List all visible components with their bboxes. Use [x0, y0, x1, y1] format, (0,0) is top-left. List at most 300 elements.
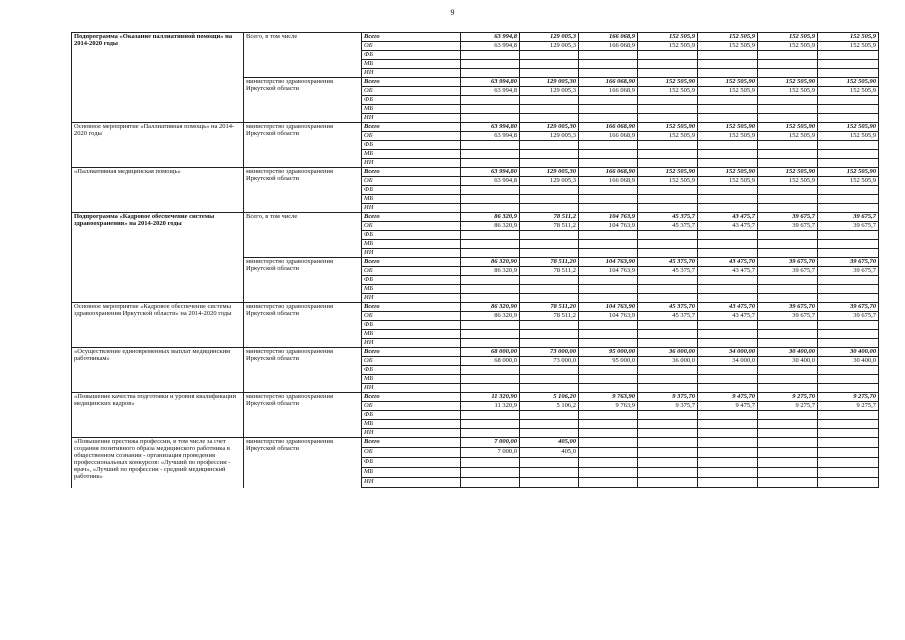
year-value [520, 96, 579, 105]
year-value [579, 249, 638, 258]
year-value [818, 429, 879, 438]
funding-source: ФБ [362, 321, 461, 330]
funding-source: ИИ [362, 114, 461, 123]
table-row [72, 213, 879, 222]
year-value: 9 475,7 [698, 402, 758, 411]
funding-source: ИИ [362, 384, 461, 393]
year-value [818, 231, 879, 240]
year-value [818, 60, 879, 69]
funding-source: Всего [362, 168, 461, 177]
year-value [698, 384, 758, 393]
year-value [638, 366, 698, 375]
year-value: 63 994,8 [461, 177, 520, 186]
funding-source: МБ [362, 60, 461, 69]
year-value [758, 448, 818, 458]
year-value [818, 294, 879, 303]
year-value [579, 366, 638, 375]
year-value: 63 994,8 [461, 132, 520, 141]
year-value: 45 375,7 [638, 222, 698, 231]
year-value [461, 150, 520, 159]
year-value [638, 339, 698, 348]
table-row [72, 78, 879, 87]
year-value: 152 505,90 [818, 78, 879, 87]
funding-source: ОБ [362, 267, 461, 276]
year-value [520, 294, 579, 303]
year-value: 63 994,80 [461, 123, 520, 132]
year-value: 39 675,70 [818, 303, 879, 312]
year-value [818, 468, 879, 478]
year-value [520, 249, 579, 258]
year-value: 152 505,9 [638, 177, 698, 186]
year-value: 34 000,0 [698, 357, 758, 366]
year-value: 166 068,9 [579, 87, 638, 96]
year-value: 9 763,9 [579, 402, 638, 411]
funding-source: ОБ [362, 132, 461, 141]
year-value [461, 141, 520, 150]
year-value [520, 468, 579, 478]
year-value: 129 005,30 [520, 168, 579, 177]
measure-name: Подпрограмма «Оказание паллиативной помощи» на 2014-2020 годы [72, 33, 244, 78]
table-row [72, 393, 879, 402]
year-value: 34 000,00 [698, 348, 758, 357]
funding-source: Всего [362, 78, 461, 87]
year-value [579, 429, 638, 438]
page-number: 9 [450, 8, 455, 17]
funding-source: Всего [362, 303, 461, 312]
year-value: 152 505,9 [818, 42, 879, 51]
year-value [758, 231, 818, 240]
table-row [72, 123, 879, 132]
year-value: 152 505,90 [638, 168, 698, 177]
year-value: 152 505,9 [638, 87, 698, 96]
year-value [818, 478, 879, 488]
year-value: 45 375,7 [638, 213, 698, 222]
funding-source: ФБ [362, 231, 461, 240]
year-value: 39 675,7 [758, 213, 818, 222]
executor-cell: министерство здравоохранения Иркутской области [244, 348, 362, 393]
year-value [638, 114, 698, 123]
year-value [461, 321, 520, 330]
year-value [818, 366, 879, 375]
year-value [638, 276, 698, 285]
year-value: 30 400,0 [818, 357, 879, 366]
year-value: 104 763,9 [579, 213, 638, 222]
year-value: 39 675,7 [758, 312, 818, 321]
year-value: 104 763,90 [579, 258, 638, 267]
year-value [520, 285, 579, 294]
funding-source: МБ [362, 195, 461, 204]
year-value [579, 69, 638, 78]
year-value [698, 150, 758, 159]
year-value: 129 005,3 [520, 87, 579, 96]
year-value [520, 69, 579, 78]
year-value: 43 475,70 [698, 303, 758, 312]
year-value: 9 475,70 [698, 393, 758, 402]
funding-source: Всего [362, 438, 461, 448]
year-value [698, 249, 758, 258]
year-value: 63 994,80 [461, 168, 520, 177]
year-value [758, 60, 818, 69]
year-value [638, 448, 698, 458]
measure-name [72, 78, 244, 123]
year-value [698, 60, 758, 69]
year-value [520, 366, 579, 375]
year-value: 152 505,9 [758, 132, 818, 141]
year-value [818, 448, 879, 458]
year-value [758, 321, 818, 330]
year-value [698, 195, 758, 204]
measure-name: Основное мероприятие «Кадровое обеспечение системы здравоохранения Иркутской области» на 2014-2020 годы [72, 303, 244, 348]
year-value [698, 366, 758, 375]
year-value [758, 159, 818, 168]
year-value: 129 005,3 [520, 33, 579, 42]
year-value [461, 330, 520, 339]
year-value: 43 475,70 [698, 258, 758, 267]
year-value [461, 366, 520, 375]
year-value [758, 375, 818, 384]
year-value [579, 159, 638, 168]
year-value [520, 105, 579, 114]
year-value: 68 000,00 [461, 348, 520, 357]
year-value: 36 000,00 [638, 348, 698, 357]
year-value [638, 429, 698, 438]
year-value [461, 186, 520, 195]
year-value [758, 478, 818, 488]
year-value [698, 186, 758, 195]
year-value [818, 204, 879, 213]
year-value [520, 204, 579, 213]
funding-source: ФБ [362, 141, 461, 150]
year-value [579, 231, 638, 240]
year-value [638, 186, 698, 195]
year-value: 152 505,90 [758, 78, 818, 87]
year-value [758, 429, 818, 438]
funding-source: Всего [362, 258, 461, 267]
year-value [579, 420, 638, 429]
funding-source: ОБ [362, 222, 461, 231]
year-value: 152 505,90 [818, 168, 879, 177]
year-value [461, 384, 520, 393]
year-value: 39 675,70 [758, 303, 818, 312]
year-value: 129 005,30 [520, 123, 579, 132]
year-value [638, 330, 698, 339]
year-value [579, 375, 638, 384]
year-value [818, 339, 879, 348]
year-value [818, 375, 879, 384]
year-value: 39 675,7 [818, 312, 879, 321]
funding-source: МБ [362, 150, 461, 159]
funding-source: ФБ [362, 366, 461, 375]
executor-cell: министерство здравоохранения Иркутской области [244, 78, 362, 123]
funding-source: ОБ [362, 42, 461, 51]
year-value [638, 159, 698, 168]
year-value [579, 276, 638, 285]
year-value [520, 411, 579, 420]
year-value [638, 384, 698, 393]
year-value [579, 60, 638, 69]
year-value [520, 240, 579, 249]
year-value: 152 505,9 [698, 33, 758, 42]
year-value [698, 458, 758, 468]
year-value: 43 475,7 [698, 213, 758, 222]
year-value: 5 106,20 [520, 393, 579, 402]
year-value [520, 60, 579, 69]
year-value: 11 320,9 [461, 402, 520, 411]
year-value: 11 320,90 [461, 393, 520, 402]
year-value: 86 320,9 [461, 213, 520, 222]
year-value: 36 000,0 [638, 357, 698, 366]
year-value [698, 294, 758, 303]
year-value: 7 000,00 [461, 438, 520, 448]
year-value: 152 505,9 [698, 132, 758, 141]
year-value: 129 005,3 [520, 132, 579, 141]
year-value: 152 505,9 [758, 87, 818, 96]
year-value: 9 375,7 [638, 402, 698, 411]
year-value [818, 240, 879, 249]
measure-name: «Повышение качества подготовки и уровня квалификации медицинских кадров» [72, 393, 244, 438]
year-value [638, 285, 698, 294]
year-value [461, 69, 520, 78]
year-value [638, 150, 698, 159]
year-value [579, 285, 638, 294]
table-row [72, 438, 879, 448]
year-value [579, 150, 638, 159]
year-value [461, 420, 520, 429]
year-value: 129 005,30 [520, 78, 579, 87]
year-value [818, 51, 879, 60]
measure-name: «Паллиативная медицинская помощь» [72, 168, 244, 213]
year-value [579, 294, 638, 303]
year-value [579, 240, 638, 249]
year-value [638, 141, 698, 150]
year-value: 7 000,0 [461, 448, 520, 458]
year-value [461, 468, 520, 478]
funding-source: Всего [362, 393, 461, 402]
year-value: 39 675,7 [818, 267, 879, 276]
year-value [520, 420, 579, 429]
year-value [638, 204, 698, 213]
year-value [818, 159, 879, 168]
year-value [758, 195, 818, 204]
year-value: 30 400,00 [758, 348, 818, 357]
funding-source: ИИ [362, 249, 461, 258]
funding-source: МБ [362, 285, 461, 294]
year-value [698, 321, 758, 330]
year-value: 104 763,9 [579, 312, 638, 321]
year-value: 63 994,8 [461, 87, 520, 96]
table-row [72, 168, 879, 177]
year-value: 63 994,8 [461, 42, 520, 51]
year-value [579, 141, 638, 150]
year-value [579, 448, 638, 458]
funding-source: ИИ [362, 69, 461, 78]
year-value: 86 320,90 [461, 258, 520, 267]
year-value [758, 339, 818, 348]
year-value: 152 505,90 [638, 78, 698, 87]
year-value [638, 231, 698, 240]
year-value: 30 400,00 [818, 348, 879, 357]
year-value: 166 068,9 [579, 42, 638, 51]
year-value [638, 458, 698, 468]
funding-source: МБ [362, 468, 461, 478]
year-value: 152 505,90 [758, 123, 818, 132]
year-value [698, 429, 758, 438]
year-value: 166 068,90 [579, 123, 638, 132]
funding-source: ОБ [362, 312, 461, 321]
year-value: 45 375,70 [638, 258, 698, 267]
year-value: 43 475,7 [698, 267, 758, 276]
year-value [758, 249, 818, 258]
year-value [520, 231, 579, 240]
year-value [579, 105, 638, 114]
year-value [520, 330, 579, 339]
year-value [818, 69, 879, 78]
year-value [461, 276, 520, 285]
year-value [520, 114, 579, 123]
year-value [461, 339, 520, 348]
year-value: 405,00 [520, 438, 579, 448]
year-value [579, 339, 638, 348]
year-value: 39 675,70 [758, 258, 818, 267]
year-value: 78 511,2 [520, 267, 579, 276]
table-row [72, 258, 879, 267]
year-value [638, 96, 698, 105]
year-value [698, 285, 758, 294]
year-value [638, 468, 698, 478]
year-value: 63 994,80 [461, 78, 520, 87]
funding-source: ФБ [362, 276, 461, 285]
funding-source: ФБ [362, 411, 461, 420]
year-value [758, 141, 818, 150]
year-value [520, 51, 579, 60]
funding-source: ОБ [362, 448, 461, 458]
measure-name: «Осуществление единовременных выплат медицинским работникам» [72, 348, 244, 393]
year-value [520, 339, 579, 348]
executor-cell: Всего, в том числе [244, 33, 362, 78]
year-value [758, 276, 818, 285]
year-value [520, 458, 579, 468]
year-value [698, 420, 758, 429]
year-value [758, 411, 818, 420]
year-value [698, 159, 758, 168]
year-value [758, 330, 818, 339]
year-value [461, 114, 520, 123]
year-value [461, 195, 520, 204]
year-value [818, 114, 879, 123]
year-value [579, 195, 638, 204]
year-value [461, 51, 520, 60]
funding-source: Всего [362, 123, 461, 132]
year-value [758, 366, 818, 375]
year-value [758, 114, 818, 123]
year-value: 9 275,70 [758, 393, 818, 402]
year-value [818, 285, 879, 294]
year-value [758, 204, 818, 213]
year-value [461, 231, 520, 240]
year-value: 152 505,9 [758, 42, 818, 51]
year-value [758, 150, 818, 159]
year-value [758, 294, 818, 303]
funding-source: ФБ [362, 51, 461, 60]
year-value [579, 186, 638, 195]
year-value: 152 505,9 [698, 177, 758, 186]
year-value: 166 068,90 [579, 78, 638, 87]
year-value [638, 60, 698, 69]
year-value [638, 240, 698, 249]
year-value [520, 321, 579, 330]
year-value [818, 438, 879, 448]
year-value: 78 511,20 [520, 258, 579, 267]
year-value: 78 511,2 [520, 213, 579, 222]
year-value: 152 505,9 [818, 87, 879, 96]
year-value [579, 204, 638, 213]
year-value [579, 384, 638, 393]
year-value [638, 420, 698, 429]
executor-cell: министерство здравоохранения Иркутской области [244, 303, 362, 348]
year-value: 39 675,7 [818, 213, 879, 222]
executor-cell: министерство здравоохранения Иркутской области [244, 168, 362, 213]
year-value [638, 105, 698, 114]
year-value [579, 321, 638, 330]
year-value [520, 195, 579, 204]
funding-source: ФБ [362, 96, 461, 105]
funding-source: ФБ [362, 458, 461, 468]
funding-source: ОБ [362, 177, 461, 186]
year-value: 86 320,9 [461, 312, 520, 321]
year-value: 86 320,9 [461, 222, 520, 231]
year-value [758, 384, 818, 393]
year-value [818, 249, 879, 258]
year-value: 45 375,7 [638, 267, 698, 276]
year-value [698, 69, 758, 78]
funding-source: ИИ [362, 478, 461, 488]
year-value [461, 478, 520, 488]
year-value: 129 005,3 [520, 42, 579, 51]
executor-cell: министерство здравоохранения Иркутской области [244, 258, 362, 303]
year-value: 45 375,70 [638, 303, 698, 312]
funding-source: МБ [362, 420, 461, 429]
year-value [698, 96, 758, 105]
year-value: 166 068,9 [579, 33, 638, 42]
year-value [758, 96, 818, 105]
year-value [579, 96, 638, 105]
year-value: 152 505,9 [638, 132, 698, 141]
financing-table [71, 32, 879, 488]
year-value [520, 141, 579, 150]
measure-name [72, 258, 244, 303]
year-value [638, 195, 698, 204]
year-value [758, 240, 818, 249]
year-value [818, 186, 879, 195]
year-value: 152 505,90 [698, 168, 758, 177]
year-value [579, 330, 638, 339]
year-value: 152 505,9 [818, 33, 879, 42]
year-value: 5 106,2 [520, 402, 579, 411]
year-value: 39 675,7 [758, 222, 818, 231]
year-value: 9 275,7 [758, 402, 818, 411]
year-value [698, 339, 758, 348]
year-value: 166 068,9 [579, 132, 638, 141]
year-value: 73 000,00 [520, 348, 579, 357]
year-value [698, 330, 758, 339]
executor-cell: Всего, в том числе [244, 213, 362, 258]
measure-name: Основное мероприятие «Паллиативная помощь» на 2014-2020 годы [72, 123, 244, 168]
year-value [520, 159, 579, 168]
year-value [758, 420, 818, 429]
year-value: 30 400,0 [758, 357, 818, 366]
year-value [461, 375, 520, 384]
year-value [698, 276, 758, 285]
